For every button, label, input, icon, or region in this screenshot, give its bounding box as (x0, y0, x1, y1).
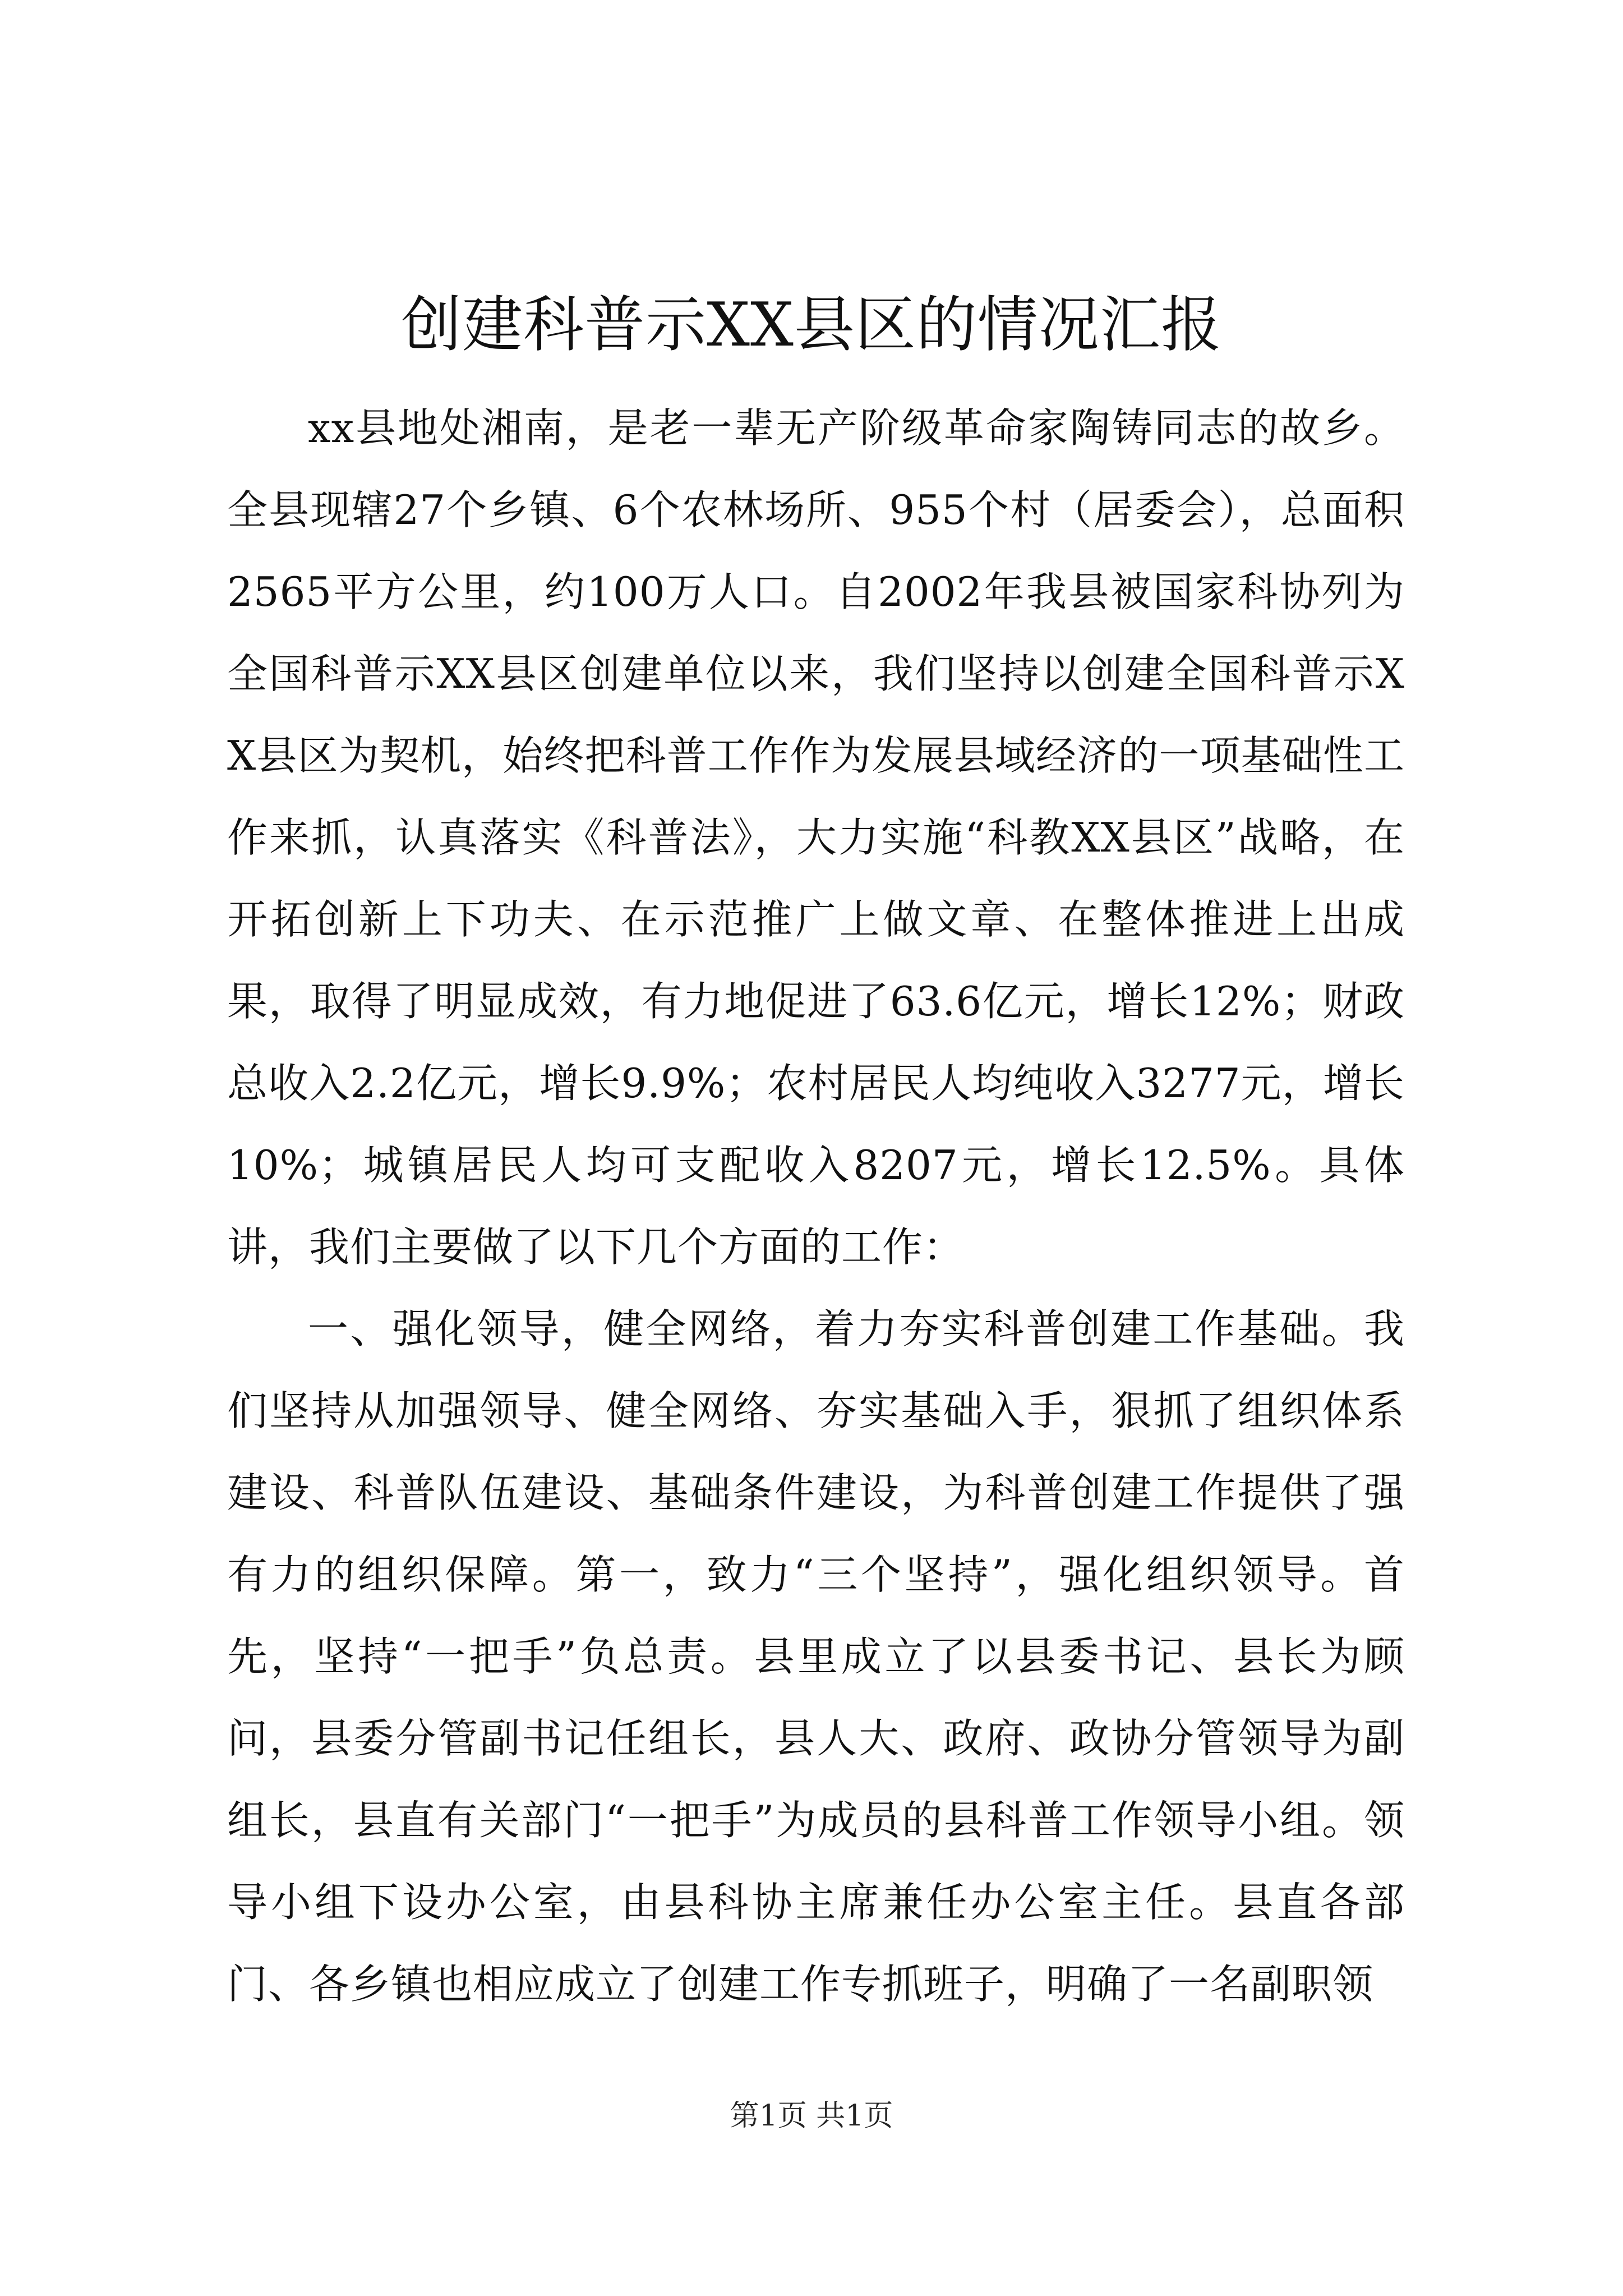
paragraph-intro: xx县地处湘南，是老一辈无产阶级革命家陶铸同志的故乡。全县现辖27个乡镇、6个农林场所、955个村（居委会），总面积2565平方公里，约100万人口。自2002年我县被国家科协列为全国科普示XX县区创建单位以来，我们坚持以创建全国科普示XX县区为契机，始终把科普工作作为发展县域经济的一项基础性工作来抓，认真落实《科普法》，大力实施“科教XX县区”战略，在开拓创新上下功夫、在示范推广上做文章、在整体推进上出成果，取得了明显成效，有力地促进了63.6亿元，增长12%；财政总收入2.2亿元，增长9.9%；农村居民人均纯收入3277元，增长10%；城镇居民人均可支配收入8207元，增长12.5%。具体讲，我们主要做了以下几个方面的工作： (227, 404, 1405, 1271)
paragraph-section-one: 一、强化领导，健全网络，着力夯实科普创建工作基础。我们坚持从加强领导、健全网络、夯实基础入手，狠抓了组织体系建设、科普队伍建设、基础条件建设，为科普创建工作提供了强有力的组织保障。第一，致力“三个坚持”，强化组织领导。首先，坚持“一把手”负总责。县里成立了以县委书记、县长为顾问，县委分管副书记任组长，县人大、政府、政协分管领导为副组长，县直有关部门“一把手”为成员的县科普工作领导小组。领导小组下设办公室，由县科协主席兼任办公室主任。县直各部门、各乡镇也相应成立了创建工作专抓班子，明确了一名副职领 (227, 1305, 1405, 2008)
document-body (227, 387, 1405, 2025)
page-footer: 第1页 共1页 (730, 2099, 893, 2133)
document-title: 创建科普示XX县区的情况汇报 (401, 290, 1222, 360)
